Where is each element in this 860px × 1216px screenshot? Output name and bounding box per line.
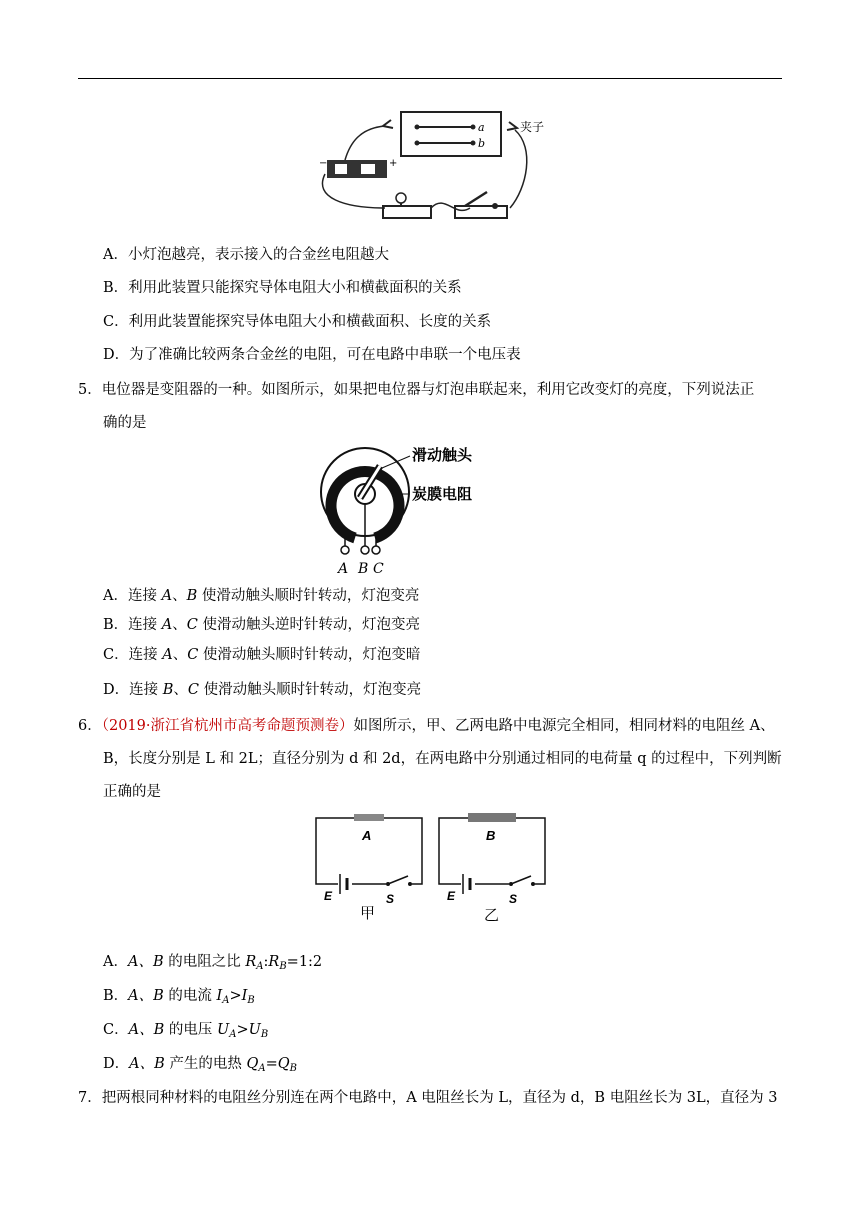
wire-b-label: b [478, 137, 486, 150]
q6-stem-line2: B，长度分别是 L 和 2L；直径分别为 d 和 2d，在两电路中分别通过相同的电荷量 q 的过程中，下列判断 [103, 751, 782, 767]
header-rule [78, 78, 782, 79]
q7-stem-line1: 7．把两根同种材料的电阻丝分别连在两个电路中，A 电阻丝长为 L，直径为 d，B 电阻丝长为 3L，直径为 3 [78, 1090, 778, 1106]
film-resistor-label: 炭膜电阻 [412, 486, 473, 503]
q6-stem-line1: 6．（2019·浙江省杭州市高考命题预测卷）如图所示，甲、乙两电路中电源完全相同，相同材料的电阻丝 A、 [78, 718, 775, 734]
q6-source: （2019·浙江省杭州市高考命题预测卷） [101, 718, 354, 734]
battery-e-left-label: E [324, 889, 333, 903]
two-circuits-figure [310, 808, 555, 928]
q5-option-b: B．连接 A、C 使滑动触头逆时针转动，灯泡变亮 [103, 617, 420, 633]
q4-option-a: A．小灯泡越亮，表示接入的合金丝电阻越大 [103, 247, 389, 263]
clip-label: 夹子 [520, 120, 545, 134]
q5-stem-line1: 5．电位器是变阻器的一种。如图所示，如果把电位器与灯泡串联起来，利用它改变灯的亮度，下列说法正 [78, 382, 755, 398]
potentiometer-figure [310, 438, 500, 578]
wire-a-label: a [478, 121, 485, 134]
terminal-b-label: B [358, 561, 369, 577]
svg-text:+: + [389, 158, 398, 169]
resistor-b-label: B [486, 828, 496, 843]
q6-option-b: B．A、B 的电流 $I_A>I_B$ [103, 988, 255, 1006]
q6-option-c: C．A、B 的电压 $U_A>U_B$ [103, 1022, 269, 1040]
alloy-wire-circuit-figure [305, 108, 565, 233]
q5-stem-line2: 确的是 [103, 415, 147, 431]
q6-stem-line3: 正确的是 [103, 784, 161, 800]
terminal-c-label: C [373, 561, 384, 577]
q5-option-a: A．连接 A、B 使滑动触头顺时针转动，灯泡变亮 [103, 588, 420, 604]
q4-option-b: B．利用此装置只能探究导体电阻大小和横截面积的关系 [103, 280, 462, 296]
q5-option-d: D．连接 B、C 使滑动触头顺时针转动，灯泡变亮 [103, 682, 422, 698]
circuit-yi-caption: 乙 [484, 907, 500, 924]
q5-option-c: C．连接 A、C 使滑动触头顺时针转动，灯泡变暗 [103, 647, 421, 663]
q4-option-c: C．利用此装置能探究导体电阻大小和横截面积、长度的关系 [103, 314, 492, 330]
resistor-a-label: A [362, 828, 372, 843]
slider-label: 滑动触头 [412, 447, 473, 464]
switch-s-right-label: S [509, 892, 518, 906]
terminal-a-label: A [338, 561, 349, 577]
q6-option-a: A．A、B 的电阻之比 $R_A:R_B=1:2$ [103, 954, 323, 972]
switch-s-left-label: S [386, 892, 395, 906]
q6-option-d: D．A、B 产生的电热 $Q_A=Q_B$ [103, 1056, 298, 1074]
circuit-jia-caption: 甲 [360, 905, 376, 922]
svg-text:−: − [319, 158, 328, 169]
battery-e-right-label: E [447, 889, 456, 903]
q4-option-d: D．为了准确比较两条合金丝的电阻，可在电路中串联一个电压表 [103, 347, 521, 363]
